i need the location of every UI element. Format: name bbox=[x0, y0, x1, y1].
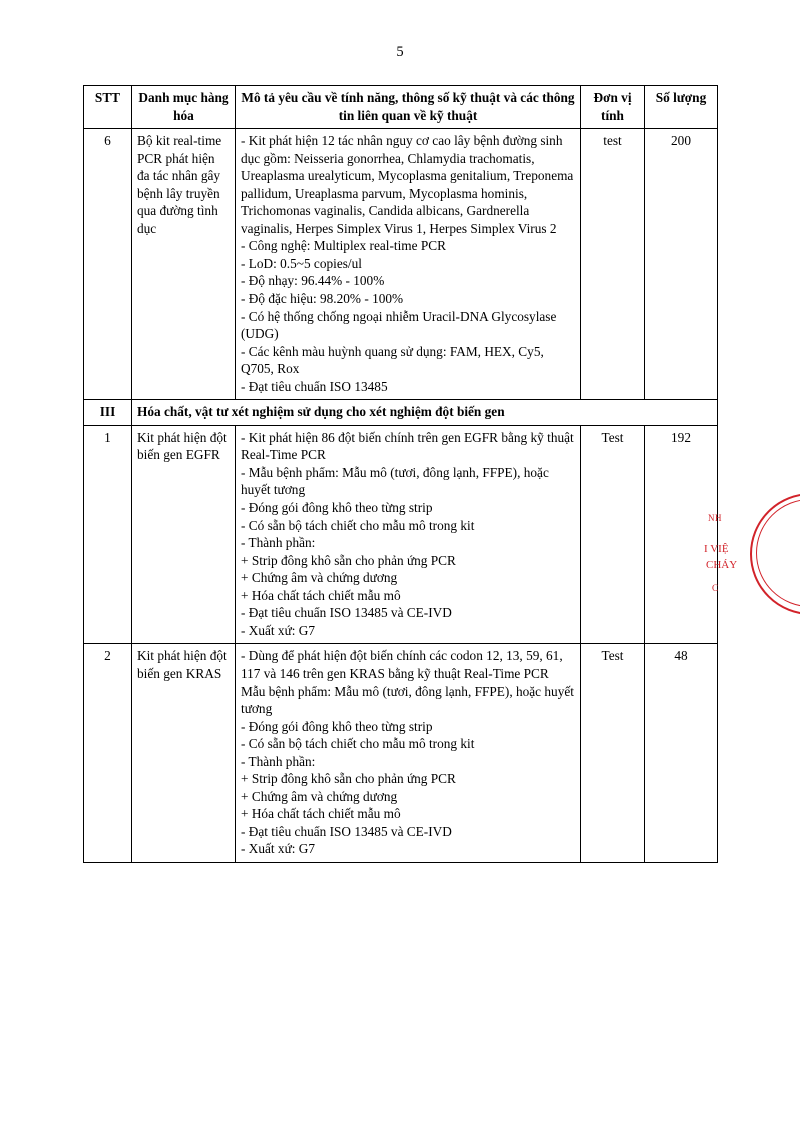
description-line: - Có hệ thống chống ngoại nhiễm Uracil-DNA Glycosylase (UDG) bbox=[241, 308, 557, 342]
row-description bbox=[236, 644, 581, 863]
description-line: + Strip đông khô sẵn cho phản ứng PCR bbox=[241, 552, 456, 568]
seal-inner-ring bbox=[756, 499, 800, 607]
seal-text-line-4: C bbox=[712, 583, 719, 593]
row-item-name: Kit phát hiện đột biến gen KRAS bbox=[132, 644, 236, 863]
description-line: - Xuất xứ: G7 bbox=[241, 841, 316, 857]
page-number: 5 bbox=[396, 44, 404, 60]
table-row bbox=[84, 425, 718, 644]
description-line: + Chứng âm và chứng dương bbox=[241, 570, 398, 586]
seal-text-line-3: CHÁY bbox=[706, 559, 738, 571]
row-quantity: 192 bbox=[645, 425, 718, 644]
description-line: - Đạt tiêu chuẩn ISO 13485 bbox=[241, 378, 388, 394]
description-line: + Hóa chất tách chiết mẫu mô bbox=[241, 587, 401, 603]
section-stt: III bbox=[84, 400, 132, 426]
official-seal-stamp bbox=[704, 487, 798, 617]
description-line: - Xuất xứ: G7 bbox=[241, 622, 316, 638]
row-stt: 2 bbox=[84, 644, 132, 863]
description-line: - Kit phát hiện 86 đột biến chính trên gen EGFR bằng kỹ thuật Real-Time PCR bbox=[241, 429, 574, 463]
description-line: - Dùng để phát hiện đột biến chính các codon 12, 13, 59, 61, 117 và 146 trên gen KRAS bằng kỹ thuật Real-Time PCR bbox=[241, 648, 563, 681]
row-item-name: Bộ kit real-time PCR phát hiện đa tác nhân gây bệnh lây truyền qua đường tình dục bbox=[132, 129, 236, 400]
description-line: - Độ đặc hiệu: 98.20% - 100% bbox=[241, 291, 404, 307]
specification-table bbox=[83, 85, 718, 863]
table-section-row bbox=[84, 400, 718, 426]
description-line: - Đóng gói đông khô theo từng strip bbox=[241, 718, 433, 734]
row-stt: 6 bbox=[84, 129, 132, 400]
specification-table-container bbox=[83, 85, 717, 863]
row-stt: 1 bbox=[84, 425, 132, 644]
column-header-name: Danh mục hàng hóa bbox=[132, 86, 236, 129]
row-item-name: Kit phát hiện đột biến gen EGFR bbox=[132, 425, 236, 644]
row-unit: Test bbox=[581, 644, 645, 863]
table-row bbox=[84, 129, 718, 400]
description-line: - Có sẵn bộ tách chiết cho mẫu mô trong kit bbox=[241, 517, 475, 533]
table-header bbox=[84, 86, 718, 129]
column-header-stt: STT bbox=[84, 86, 132, 129]
column-header-description: Mô tả yêu cầu về tính năng, thông số kỹ thuật và các thông tin liên quan về kỹ thuật bbox=[236, 86, 581, 129]
description-line: - Đóng gói đông khô theo từng strip bbox=[241, 500, 433, 516]
description-line: - LoD: 0.5~5 copies/ul bbox=[241, 255, 362, 271]
seal-outer-ring bbox=[750, 493, 800, 615]
description-line: - Đạt tiêu chuẩn ISO 13485 và CE-IVD bbox=[241, 605, 452, 621]
description-line: - Thành phần: bbox=[241, 753, 316, 769]
column-header-unit: Đơn vị tính bbox=[581, 86, 645, 129]
description-line: - Đạt tiêu chuẩn ISO 13485 và CE-IVD bbox=[241, 823, 452, 839]
row-quantity: 48 bbox=[645, 644, 718, 863]
row-unit: test bbox=[581, 129, 645, 400]
column-header-quantity: Số lượng bbox=[645, 86, 718, 129]
description-line: + Strip đông khô sẵn cho phản ứng PCR bbox=[241, 771, 456, 787]
seal-text-line-2: I VIỆ bbox=[704, 543, 729, 555]
table-row bbox=[84, 644, 718, 863]
description-line: - Mẫu bệnh phẩm: Mẫu mô (tươi, đông lạnh, FFPE), hoặc huyết tương bbox=[241, 464, 549, 498]
description-line: + Chứng âm và chứng dương bbox=[241, 788, 398, 804]
description-line: - Các kênh màu huỳnh quang sử dụng: FAM, HEX, Cy5, Q705, Rox bbox=[241, 343, 544, 377]
row-description bbox=[236, 425, 581, 644]
row-description bbox=[236, 129, 581, 400]
description-line: - Kit phát hiện 12 tác nhân nguy cơ cao lây bệnh đường sinh dục gồm: Neisseria gonorrhea, Chlamydia trachomatis, Ureaplasma urealyticum, Mycoplasma genitalium, Treponema pallidum, Ureaplasma parvum, Mycoplasma hominis, Trichomonas vaginalis, Candida albicans, Gardnerella vaginalis, Herpes Simplex Virus 1, Herpes Simplex Virus 2 bbox=[241, 133, 574, 236]
description-line: Mẫu bệnh phẩm: Mẫu mô (tươi, đông lạnh, FFPE), hoặc huyết tương bbox=[241, 683, 574, 717]
section-label: Hóa chất, vật tư xét nghiệm sử dụng cho xét nghiệm đột biến gen bbox=[132, 400, 718, 426]
description-line: + Hóa chất tách chiết mẫu mô bbox=[241, 806, 401, 822]
description-line: - Có sẵn bộ tách chiết cho mẫu mô trong kit bbox=[241, 736, 475, 752]
description-line: - Thành phần: bbox=[241, 535, 316, 551]
row-unit: Test bbox=[581, 425, 645, 644]
description-line: - Độ nhạy: 96.44% - 100% bbox=[241, 273, 385, 289]
table-header-row bbox=[84, 86, 718, 129]
description-line: - Công nghệ: Multiplex real-time PCR bbox=[241, 238, 446, 254]
table-body bbox=[84, 129, 718, 863]
row-quantity: 200 bbox=[645, 129, 718, 400]
seal-text-line-1: NH bbox=[708, 513, 722, 523]
